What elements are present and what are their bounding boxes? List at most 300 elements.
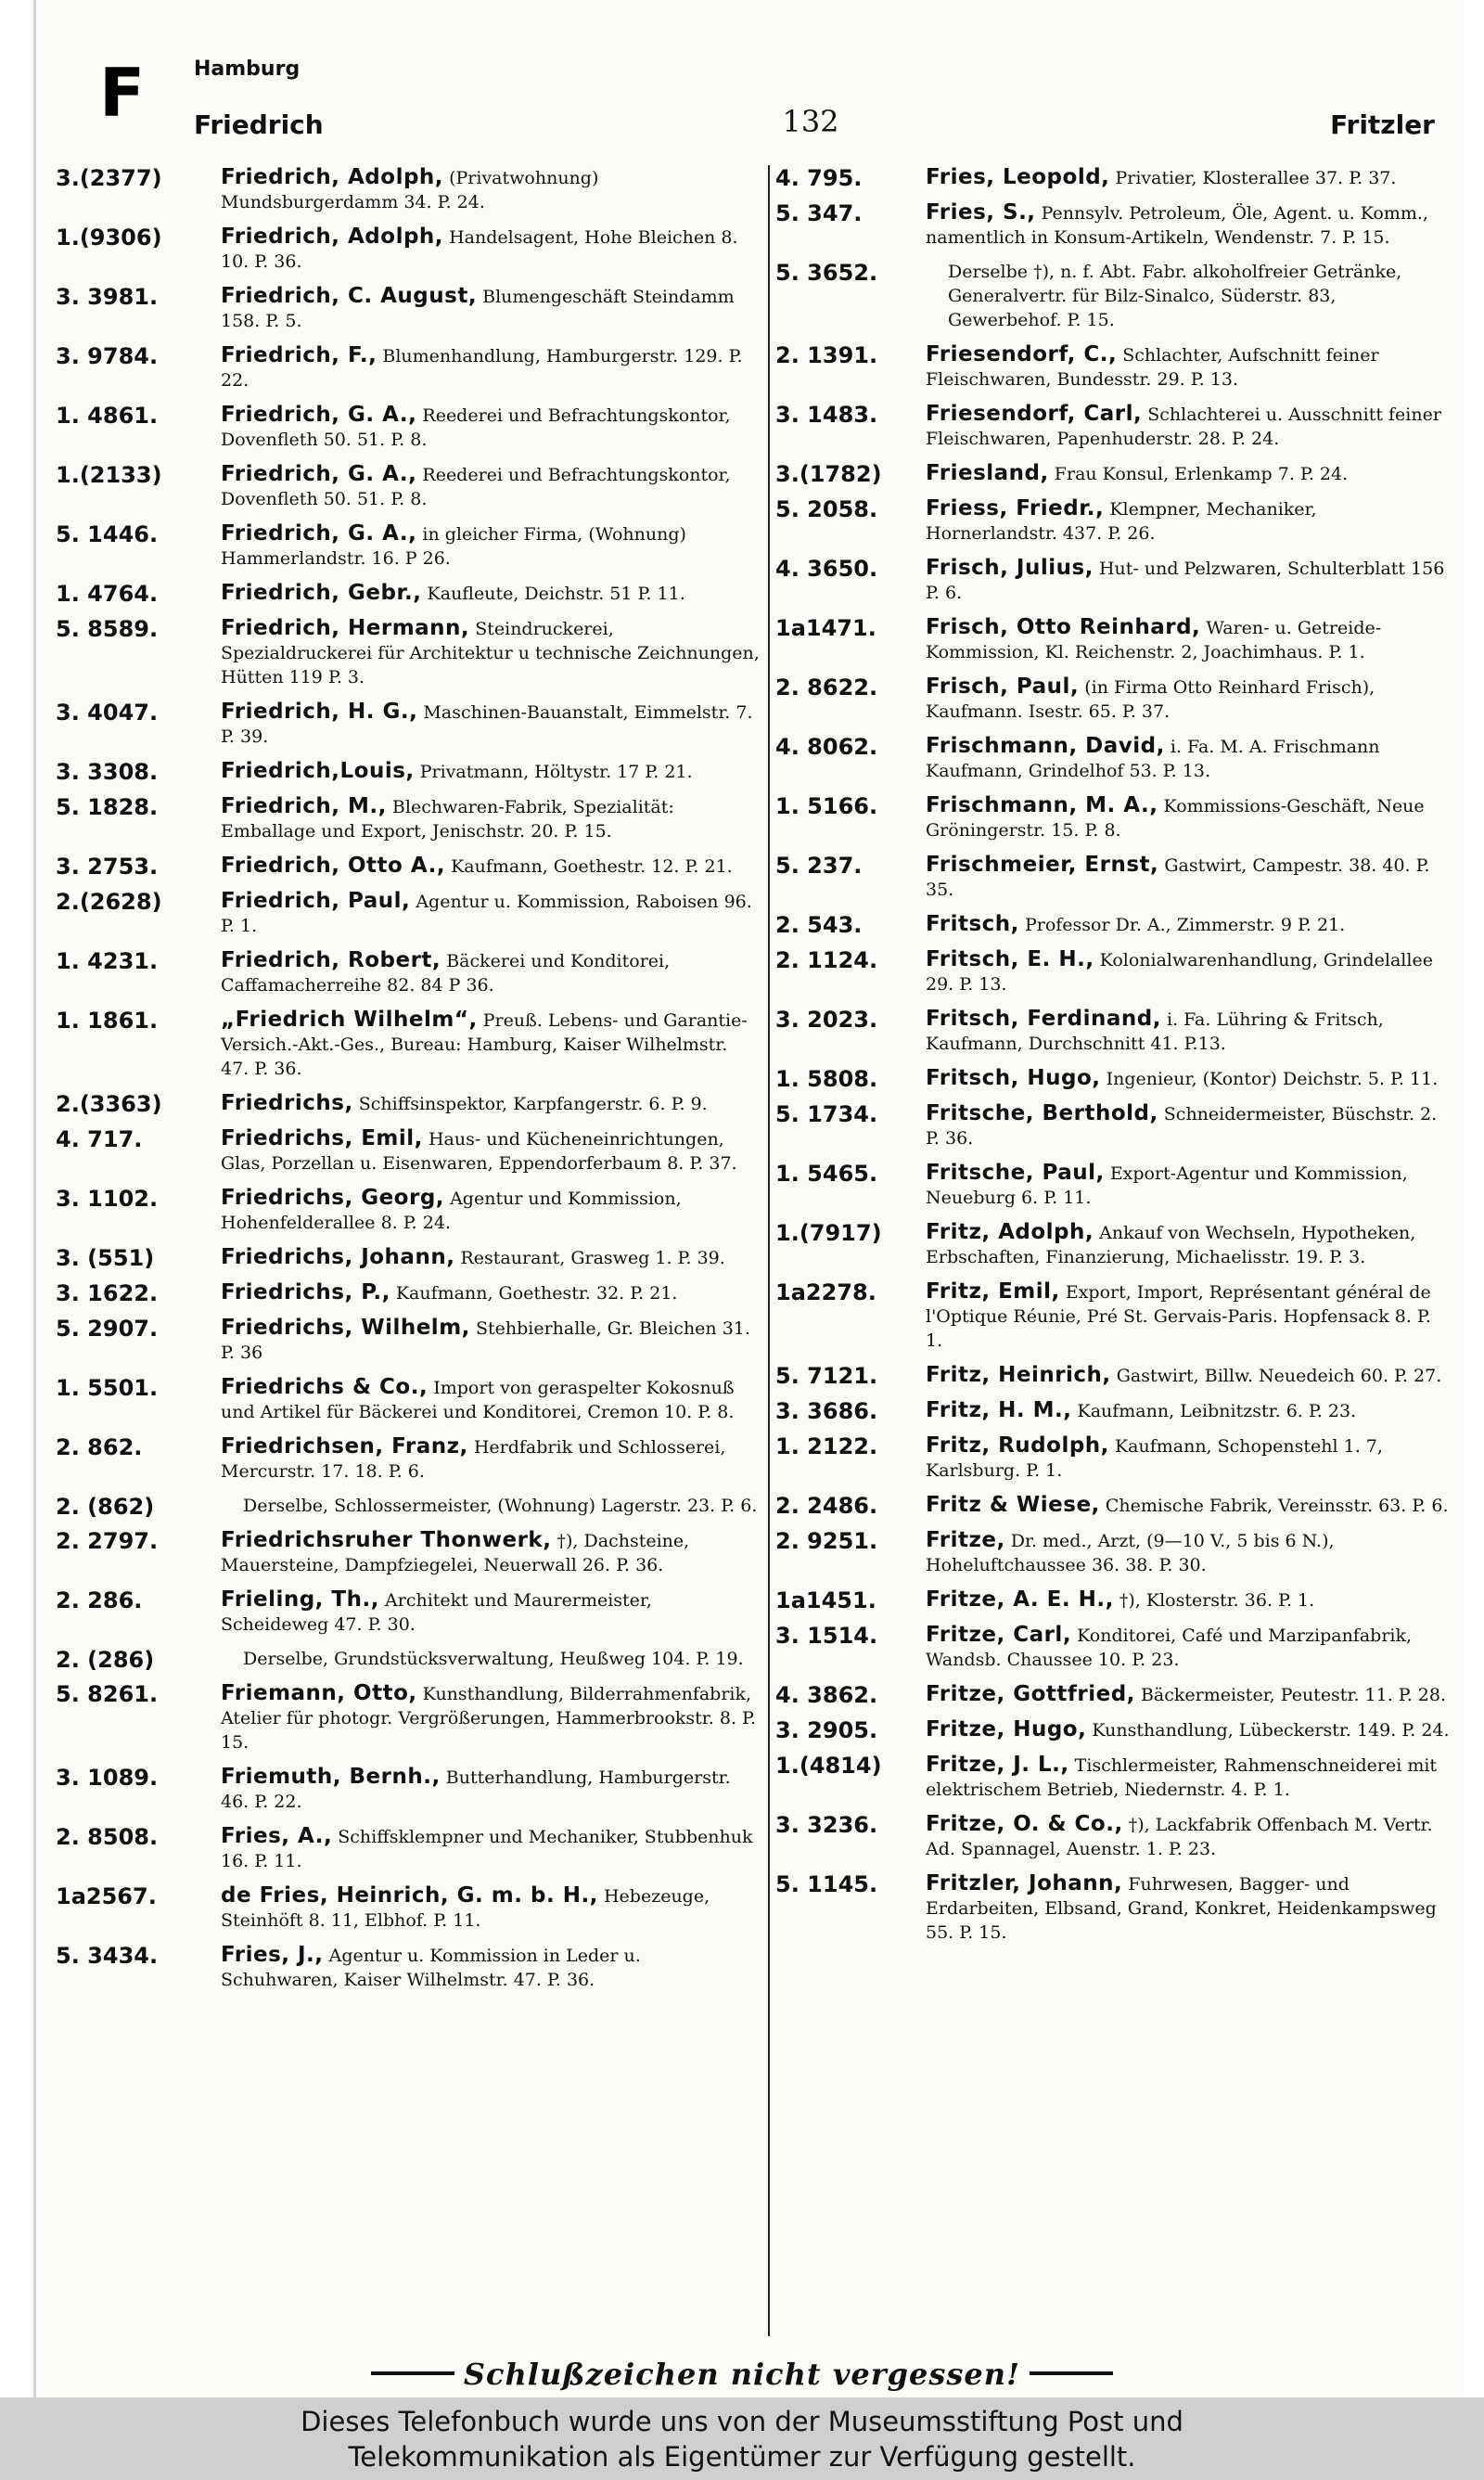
subscriber-name: Fritsche, Paul,: [926, 1161, 1105, 1185]
section-letter: F: [99, 54, 146, 132]
phone-number: 5. 7121.: [775, 1363, 878, 1389]
entry-body: [926, 342, 1452, 392]
phone-number: 4. 3650.: [775, 556, 878, 582]
subscriber-name: Fritsche, Berthold,: [926, 1101, 1158, 1125]
phone-number: 3.(1782): [775, 461, 882, 487]
subscriber-details: Haus- und Kücheneinrichtungen, Glas, Porzellan u. Eisenwaren, Eppendorferbaum 8. P. 37.: [221, 1129, 737, 1174]
entry-body: [221, 1280, 761, 1305]
phone-number: 3. 2753.: [56, 854, 159, 880]
phone-number: 5. 3652.: [775, 260, 878, 286]
directory-entry: [775, 615, 1452, 664]
phone-number: 5. 1446.: [56, 521, 159, 547]
subscriber-details: Professor Dr. A., Zimmerstr. 9 P. 21.: [1024, 915, 1346, 935]
phone-number: 2. 543.: [775, 912, 863, 938]
entry-body: [221, 854, 761, 879]
directory-entry: [775, 496, 1452, 546]
phone-number: 1a1471.: [775, 615, 876, 641]
phone-number: 1a2278.: [775, 1279, 876, 1305]
subscriber-details: Klempner, Mechaniker, Hornerlandstr. 437. P. 26.: [926, 499, 1317, 544]
entry-body: [926, 947, 1452, 996]
subscriber-name: Fritz, H. M.,: [926, 1398, 1072, 1422]
subscriber-name: Fritz, Adolph,: [926, 1220, 1094, 1244]
directory-entry: [56, 1008, 761, 1081]
subscriber-name: Friesendorf, C.,: [926, 342, 1118, 366]
directory-entry: [775, 402, 1452, 451]
directory-entry: [56, 854, 761, 879]
subscriber-details: (in Firma Otto Reinhard Frisch), Kaufmann. Isestr. 65. P. 37.: [926, 677, 1375, 722]
subscriber-details: Architekt und Maurermeister, Scheideweg 47. P. 30.: [221, 1590, 652, 1635]
phone-number: 1.(7917): [775, 1220, 882, 1246]
entry-body: [926, 200, 1452, 250]
directory-entry: [56, 1434, 761, 1484]
directory-entry: [775, 1066, 1452, 1091]
directory-entry: [56, 1647, 761, 1671]
subscriber-name: „Friedrich Wilhelm“,: [221, 1008, 478, 1032]
phone-number: 3. 1514.: [775, 1623, 878, 1649]
subscriber-details: Tischlermeister, Rahmenschneiderei mit elektrischem Betrieb, Niedernstr. 4. P. 1.: [926, 1755, 1438, 1800]
page-number: 132: [782, 104, 839, 139]
subscriber-name: Friedrichs, Emil,: [221, 1126, 423, 1150]
phone-number: 2. 2797.: [56, 1528, 159, 1554]
directory-entry: [775, 1587, 1452, 1613]
subscriber-name: Frisch, Julius,: [926, 556, 1094, 580]
phone-number: 2. 8508.: [56, 1824, 159, 1850]
entry-body: [926, 1220, 1452, 1269]
subscriber-name: de Fries, Heinrich, G. m. b. H.,: [221, 1883, 598, 1908]
phone-number: 2. (286): [56, 1647, 155, 1673]
directory-entry: [775, 1623, 1452, 1672]
directory-entry: [775, 1682, 1452, 1707]
subscriber-details: i. Fa. M. A. Frischmann Kaufmann, Grindelhof 53. P. 13.: [926, 737, 1380, 781]
subscriber-details: i. Fa. Lühring & Fritsch, Kaufmann, Durchschnitt 41. P.13.: [926, 1009, 1384, 1054]
phone-number: 3. 3236.: [775, 1812, 878, 1838]
entry-body: [926, 496, 1452, 546]
phone-number: 1. 5166.: [775, 793, 878, 819]
subscriber-name: Fritz, Heinrich,: [926, 1363, 1111, 1387]
subscriber-name: Fries, Leopold,: [926, 165, 1110, 189]
subscriber-name: Friedrichs, Johann,: [221, 1245, 455, 1269]
subscriber-details: Privatier, Klosterallee 37. P. 37.: [1115, 168, 1397, 188]
phone-number: 5. 1828.: [56, 794, 159, 820]
subscriber-name: Fritsch,: [926, 912, 1019, 936]
subscriber-name: Fritze, Gottfried,: [926, 1682, 1135, 1706]
phone-number: 1. 5501.: [56, 1375, 159, 1401]
directory-entry: [56, 1883, 761, 1933]
entry-body: [221, 1434, 761, 1484]
entry-body: [221, 1647, 761, 1671]
subscriber-name: Frisch, Otto Reinhard,: [926, 615, 1201, 639]
entry-body: [221, 1375, 761, 1424]
directory-entry: [775, 1753, 1452, 1802]
directory-entry: [775, 1220, 1452, 1269]
subscriber-name: Friedrich, C. August,: [221, 284, 478, 308]
entry-body: [221, 1126, 761, 1176]
directory-entry: [56, 165, 761, 214]
directory-entry: [775, 912, 1452, 937]
directory-entry: [775, 260, 1452, 332]
subscriber-name: Fritzler, Johann,: [926, 1871, 1123, 1895]
directory-entry: [775, 675, 1452, 724]
subscriber-details: Agentur u. Kommission in Leder u. Schuhwaren, Kaiser Wilhelmstr. 47. P. 36.: [221, 1946, 641, 1990]
subscriber-name: Friedrichs, Georg,: [221, 1186, 445, 1210]
phone-number: 2.(3363): [56, 1091, 162, 1117]
subscriber-details: Kunsthandlung, Lübeckerstr. 149. P. 24.: [1092, 1720, 1450, 1741]
entry-body: [926, 461, 1452, 486]
subscriber-details: Hut- und Pelzwaren, Schulterblatt 156 P. 6.: [926, 559, 1445, 603]
entry-body: [926, 1871, 1452, 1945]
subscriber-details: Blechwaren-Fabrik, Spezialität: Emballage und Export, Jenischstr. 20. P. 15.: [221, 797, 674, 842]
subscriber-details: Export, Import, Représentant général de l'Optique Réunie, Pré St. Gervais-Paris. Hopfensack 8. P. 1.: [926, 1282, 1431, 1351]
entry-body: [221, 616, 761, 689]
subscriber-name: Friedrich, Hermann,: [221, 616, 470, 640]
phone-number: 3. 3686.: [775, 1398, 878, 1424]
entry-body: [926, 556, 1452, 605]
entry-body: [926, 1398, 1452, 1423]
phone-number: 3. 2905.: [775, 1717, 878, 1743]
phone-number: 2. 1391.: [775, 342, 878, 368]
subscriber-details: Stehbierhalle, Gr. Bleichen 31. P. 36: [221, 1318, 750, 1363]
directory-entry: [56, 1494, 761, 1518]
directory-entry: [56, 1280, 761, 1305]
phone-number: 1. 4231.: [56, 948, 159, 974]
directory-entry: [775, 1007, 1452, 1056]
subscriber-details: Schiffsinspektor, Karpfangerstr. 6. P. 9.: [358, 1094, 708, 1114]
directory-entry: [56, 1824, 761, 1873]
subscriber-details: Derselbe, Schlossermeister, (Wohnung) Lagerstr. 23. P. 6.: [243, 1496, 758, 1516]
phone-number: 3. 2023.: [775, 1007, 878, 1033]
entry-body: [926, 1433, 1452, 1483]
subscriber-details: Export-Agentur und Kommission, Neueburg 6. P. 11.: [926, 1163, 1408, 1208]
entry-body: [221, 1186, 761, 1235]
directory-entry: [56, 1186, 761, 1235]
subscriber-name: Friedrich, Adolph,: [221, 225, 444, 249]
subscriber-details: Kaufmann, Goethestr. 12. P. 21.: [451, 856, 733, 877]
phone-number: 2. (862): [56, 1494, 155, 1520]
entry-body: [926, 1528, 1452, 1577]
subscriber-details: Kaufmann, Schopenstehl 1. 7, Karlsburg. P. 1.: [926, 1436, 1383, 1481]
entry-body: [221, 794, 761, 843]
entry-body: [926, 1066, 1452, 1091]
entry-body: [926, 615, 1452, 664]
directory-entry: [56, 1316, 761, 1365]
entry-body: [926, 793, 1452, 842]
directory-entry: [775, 1398, 1452, 1423]
subscriber-details: Dr. med., Arzt, (9—10 V., 5 bis 6 N.), Hoheluftchaussee 36. 38. P. 30.: [926, 1531, 1335, 1575]
ownership-notice: [0, 2397, 1484, 2480]
entry-body: [221, 889, 761, 938]
phone-number: 1. 4861.: [56, 403, 159, 429]
phone-number: 1. 5808.: [775, 1066, 878, 1092]
subscriber-details: Kaufmann, Goethestr. 32. P. 21.: [395, 1283, 678, 1304]
directory-entry: [775, 793, 1452, 842]
directory-entry: [775, 734, 1452, 783]
footer-dash-right: [1030, 2371, 1113, 2375]
entry-body: [926, 1587, 1452, 1613]
phone-number: 5. 237.: [775, 853, 863, 879]
entry-body: [221, 521, 761, 571]
last-entry-keyword: Fritzler: [1330, 109, 1435, 140]
phone-number: 3. 4047.: [56, 700, 159, 726]
directory-entry: [775, 1871, 1452, 1945]
entry-body: [926, 734, 1452, 783]
phone-number: 4. 795.: [775, 165, 863, 191]
phone-number: 2. 8622.: [775, 675, 878, 700]
entry-body: [926, 1717, 1452, 1742]
directory-entry: [775, 1363, 1452, 1388]
subscriber-name: Fritze, Carl,: [926, 1623, 1072, 1647]
subscriber-details: Preuß. Lebens- und Garantie-Versich.-Akt.-Ges., Bureau: Hamburg, Kaiser Wilhelmstr. 47. P. 36.: [221, 1010, 748, 1079]
directory-entry: [56, 343, 761, 392]
phone-number: 2. 9251.: [775, 1528, 878, 1554]
entry-body: [221, 1587, 761, 1637]
subscriber-name: Friemann, Otto,: [221, 1681, 417, 1705]
subscriber-details: Bäckerei und Konditorei, Caffamacherreihe 82. 84 P 36.: [221, 951, 671, 996]
entry-body: [221, 1091, 761, 1116]
subscriber-details: Schneidermeister, Büschstr. 2. P. 36.: [926, 1104, 1438, 1149]
subscriber-name: Friedrich, G. A.,: [221, 403, 417, 427]
entry-body: [221, 165, 761, 214]
directory-entry: [56, 1375, 761, 1424]
phone-number: 1.(9306): [56, 225, 162, 251]
subscriber-details: Gastwirt, Campestr. 38. 40. P. 35.: [926, 855, 1430, 900]
directory-entry: [56, 759, 761, 784]
subscriber-name: Fries, J.,: [221, 1943, 324, 1967]
directory-entry: [56, 1765, 761, 1814]
subscriber-details: Fuhrwesen, Bagger- und Erdarbeiten, Elbsand, Grand, Konkret, Heidenkampsweg 55. P. 15.: [926, 1874, 1437, 1943]
phone-number: 5. 2058.: [775, 496, 878, 522]
entry-body: [221, 403, 761, 452]
entry-body: [926, 1623, 1452, 1672]
entry-body: [926, 1812, 1452, 1861]
right-column: [775, 165, 1452, 2345]
subscriber-name: Fritz, Rudolph,: [926, 1433, 1109, 1458]
notice-line-1: Dieses Telefonbuch wurde uns von der Museumsstiftung Post und: [301, 2406, 1183, 2437]
directory-entry: [56, 889, 761, 938]
subscriber-name: Friedrichs,: [221, 1091, 353, 1115]
phone-number: 3. 3981.: [56, 284, 159, 310]
subscriber-details: Derselbe, Grundstücksverwaltung, Heußweg 104. P. 19.: [243, 1649, 744, 1669]
subscriber-name: Friedrich, Robert,: [221, 948, 441, 972]
phone-number: 1.(4814): [775, 1753, 882, 1779]
directory-entry: [56, 794, 761, 843]
phone-number: 1a1451.: [775, 1587, 876, 1613]
phone-number: 4. 3862.: [775, 1682, 878, 1708]
subscriber-name: Fritz & Wiese,: [926, 1493, 1100, 1517]
subscriber-details: Reederei und Befrachtungskontor, Dovenfleth 50. 51. P. 8.: [221, 465, 731, 509]
phone-number: 5. 347.: [775, 200, 863, 226]
phone-number: 3. 1102.: [56, 1186, 159, 1212]
phone-number: 5. 2907.: [56, 1316, 159, 1342]
entry-body: [926, 912, 1452, 937]
entry-body: [926, 165, 1452, 190]
subscriber-details: Kommissions-Geschäft, Neue Gröningerstr. 15. P. 8.: [926, 796, 1425, 841]
subscriber-details: Butterhandlung, Hamburgerstr. 46. P. 22.: [221, 1767, 731, 1812]
entry-body: [221, 343, 761, 392]
phone-number: 5. 1145.: [775, 1871, 878, 1897]
phone-number: 2. 1124.: [775, 947, 878, 973]
subscriber-name: Fries, A.,: [221, 1824, 333, 1848]
subscriber-details: in gleicher Firma, (Wohnung) Hammerlandstr. 16. P 26.: [221, 524, 686, 569]
left-column: [56, 165, 761, 2345]
subscriber-details: Agentur u. Kommission, Raboisen 96. P. 1.: [221, 892, 752, 936]
directory-entry: [56, 581, 761, 606]
phone-number: 1. 1861.: [56, 1008, 159, 1034]
entry-body: [221, 1681, 761, 1754]
subscriber-name: Frieling, Th.,: [221, 1587, 379, 1612]
subscriber-details: Schiffsklempner und Mechaniker, Stubbenhuk 16. P. 11.: [221, 1827, 753, 1871]
subscriber-details: Agentur und Kommission, Hohenfelderallee 8. P. 24.: [221, 1189, 682, 1233]
subscriber-name: Frischmeier, Ernst,: [926, 853, 1159, 877]
phone-number: 5. 1734.: [775, 1101, 878, 1127]
subscriber-details: Kolonialwarenhandlung, Grindelallee 29. P. 13.: [926, 950, 1433, 995]
subscriber-details: Blumenhandlung, Hamburgerstr. 129. P. 22.: [221, 346, 743, 391]
subscriber-name: Friedrich, Adolph,: [221, 165, 444, 189]
directory-entry: [775, 556, 1452, 605]
entry-body: [221, 1494, 761, 1518]
directory-entry: [56, 521, 761, 571]
subscriber-details: †), Lackfabrik Offenbach M. Vertr. Ad. Spannagel, Auenstr. 1. P. 23.: [926, 1815, 1433, 1859]
notice-line-2: Telekommunikation als Eigentümer zur Verfügung gestellt.: [348, 2441, 1136, 2473]
subscriber-details: Kaufleute, Deichstr. 51 P. 11.: [427, 584, 685, 604]
phone-number: 1.(2133): [56, 462, 162, 488]
directory-entry: [775, 1812, 1452, 1861]
entry-body: [926, 1161, 1452, 1210]
directory-entry: [56, 1245, 761, 1270]
subscriber-name: Friedrichsen, Franz,: [221, 1434, 468, 1458]
phone-number: 5. 8589.: [56, 616, 159, 642]
subscriber-name: Fritze,: [926, 1528, 1005, 1552]
subscriber-name: Fritze, J. L.,: [926, 1753, 1069, 1777]
phone-number: 3. (551): [56, 1245, 155, 1271]
entry-body: [221, 948, 761, 997]
phone-number: 3. 9784.: [56, 343, 159, 369]
entry-body: [221, 462, 761, 511]
phone-number: 1. 4764.: [56, 581, 159, 607]
directory-entry: [775, 1101, 1452, 1150]
entry-body: [221, 225, 761, 274]
entry-body: [221, 1943, 761, 1992]
phone-number: 3. 3308.: [56, 759, 159, 785]
phone-number: 2. 2486.: [775, 1493, 878, 1519]
subscriber-name: Fritsch, E. H.,: [926, 947, 1094, 971]
subscriber-details: Waren- u. Getreide-Kommission, Kl. Reichenstr. 2, Joachimhaus. P. 1.: [926, 618, 1382, 662]
subscriber-name: Friedrich, Paul,: [221, 889, 411, 913]
subscriber-details: Restaurant, Grasweg 1. P. 39.: [460, 1248, 725, 1268]
subscriber-name: Fritze, A. E. H.,: [926, 1587, 1114, 1612]
subscriber-name: Friedrichs & Co.,: [221, 1375, 429, 1399]
directory-entry: [775, 461, 1452, 486]
entry-body: [221, 1883, 761, 1933]
directory-entry: [56, 225, 761, 274]
entry-body: [221, 1765, 761, 1814]
entry-body: [221, 1008, 761, 1081]
directory-entry: [775, 1493, 1452, 1518]
subscriber-details: Ingenieur, (Kontor) Deichstr. 5. P. 11.: [1106, 1069, 1439, 1089]
subscriber-details: Handelsagent, Hohe Bleichen 8. 10. P. 36.: [221, 227, 738, 272]
subscriber-name: Friedrich, Otto A.,: [221, 854, 446, 878]
subscriber-details: Kaufmann, Leibnitzstr. 6. P. 23.: [1077, 1401, 1357, 1421]
subscriber-details: Schlachter, Aufschnitt feiner Fleischwaren, Bundesstr. 29. P. 13.: [926, 345, 1379, 390]
subscriber-name: Fritze, O. & Co.,: [926, 1812, 1123, 1836]
phone-number: 3. 1483.: [775, 402, 878, 428]
directory-entry: [775, 853, 1452, 902]
phone-number: 4. 717.: [56, 1126, 143, 1152]
subscriber-details: Frau Konsul, Erlenkamp 7. P. 24.: [1054, 464, 1349, 484]
entry-body: [926, 675, 1452, 724]
entry-body: [221, 700, 761, 749]
subscriber-details: (Privatwohnung) Mundsburgerdamm 34. P. 24.: [221, 168, 599, 212]
entry-body: [221, 1824, 761, 1873]
subscriber-details: Maschinen-Bauanstalt, Eimmelstr. 7. P. 39.: [221, 702, 753, 747]
directory-entry: [775, 342, 1452, 392]
subscriber-details: Reederei und Befrachtungskontor, Dovenfleth 50. 51. P. 8.: [221, 405, 731, 450]
entry-body: [221, 1528, 761, 1577]
subscriber-name: Fritz, Emil,: [926, 1279, 1060, 1304]
subscriber-name: Friedrichs, P.,: [221, 1280, 390, 1304]
directory-entry: [56, 700, 761, 749]
subscriber-name: Frischmann, M. A.,: [926, 793, 1158, 817]
subscriber-name: Fritze, Hugo,: [926, 1717, 1087, 1741]
subscriber-name: Frischmann, David,: [926, 734, 1165, 758]
subscriber-name: Friedrich,Louis,: [221, 759, 415, 783]
city-heading: Hamburg: [194, 58, 301, 81]
entry-body: [926, 1682, 1452, 1707]
subscriber-details: Chemische Fabrik, Vereinsstr. 63. P. 6.: [1105, 1496, 1449, 1516]
first-entry-keyword: Friedrich: [194, 109, 324, 140]
phone-number: 3. 1622.: [56, 1280, 159, 1306]
subscriber-details: †), Klosterstr. 36. P. 1.: [1119, 1590, 1315, 1611]
phone-number: 2.(2628): [56, 889, 162, 915]
directory-columns: [0, 165, 1484, 2345]
phone-number: 1. 5465.: [775, 1161, 878, 1187]
entry-body: [926, 853, 1452, 902]
directory-entry: [56, 403, 761, 452]
phone-number: 2. 286.: [56, 1587, 143, 1613]
subscriber-details: Blumengeschäft Steindamm 158. P. 5.: [221, 287, 735, 331]
directory-entry: [56, 1943, 761, 1992]
phone-number: 3. 1089.: [56, 1765, 159, 1791]
subscriber-name: Friemuth, Bernh.,: [221, 1765, 441, 1789]
subscriber-details: Bäckermeister, Peutestr. 11. P. 28.: [1140, 1685, 1447, 1705]
phone-number: 5. 8261.: [56, 1681, 159, 1707]
subscriber-name: Friedrich, H. G.,: [221, 700, 418, 724]
directory-entry: [56, 462, 761, 511]
entry-body: [926, 1753, 1452, 1802]
entry-body: [926, 1279, 1452, 1353]
directory-entry: [775, 200, 1452, 250]
directory-entry: [775, 947, 1452, 996]
entry-body: [221, 1316, 761, 1365]
subscriber-name: Fritsch, Hugo,: [926, 1066, 1101, 1090]
entry-body: [926, 260, 1452, 332]
subscriber-name: Friedrichsruher Thonwerk,: [221, 1528, 552, 1552]
directory-entry: [56, 1126, 761, 1176]
subscriber-details: Pennsylv. Petroleum, Öle, Agent. u. Komm., namentlich in Konsum-Artikeln, Wendenstr. 7. P. 15.: [926, 203, 1428, 248]
directory-entry: [775, 1279, 1452, 1353]
subscriber-name: Friedrich, F.,: [221, 343, 377, 367]
directory-entry: [775, 1433, 1452, 1483]
entry-body: [926, 1363, 1452, 1388]
subscriber-name: Friess, Friedr.,: [926, 496, 1105, 520]
entry-body: [926, 1007, 1452, 1056]
directory-entry: [56, 1091, 761, 1116]
subscriber-details: Steindruckerei, Spezialdruckerei für Architektur u technische Zeichnungen, Hütten 119 P. 3.: [221, 619, 760, 687]
subscriber-name: Friedrichs, Wilhelm,: [221, 1316, 470, 1340]
directory-entry: [56, 1528, 761, 1577]
subscriber-name: Friesland,: [926, 461, 1049, 485]
entry-body: [221, 1245, 761, 1270]
directory-entry: [775, 1161, 1452, 1210]
